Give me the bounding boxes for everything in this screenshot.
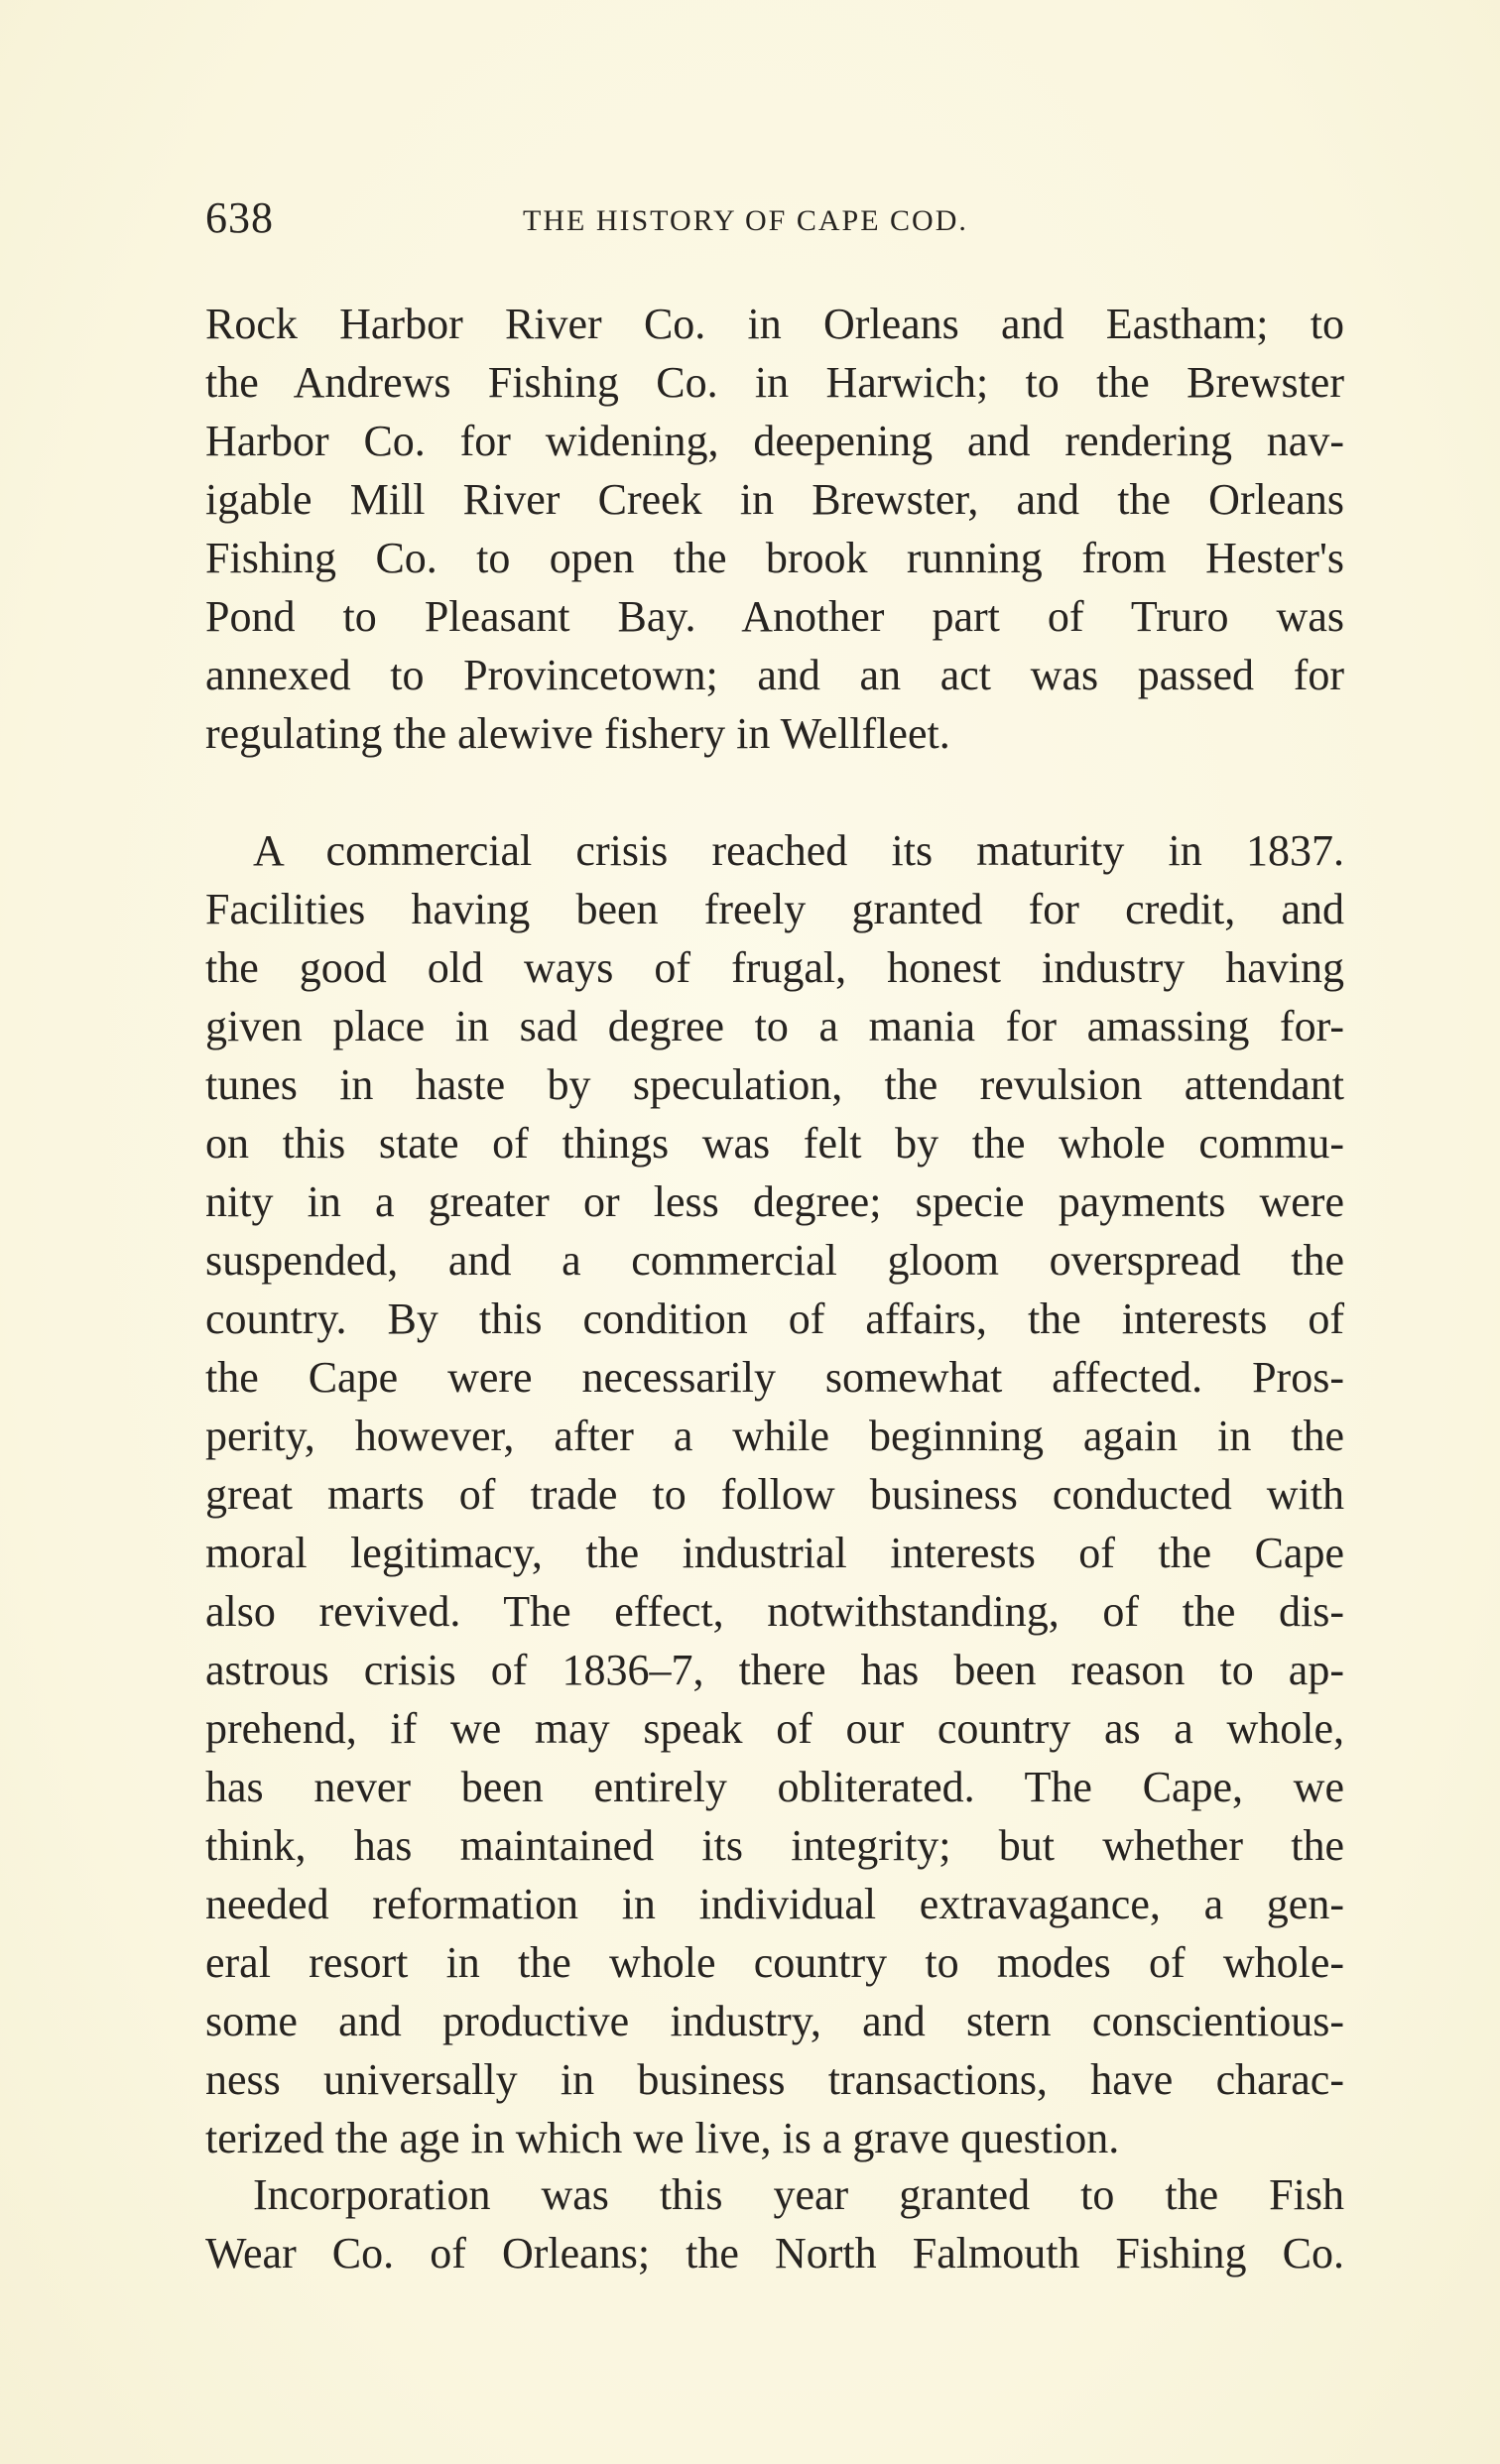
page-number: 638 — [205, 193, 274, 242]
text-line: Harbor Co. for widening, deepening and rendering nav- — [205, 417, 1344, 465]
running-title: THE HISTORY OF CAPE COD. — [523, 204, 968, 237]
text-line: the Andrews Fishing Co. in Harwich; to the Brewster — [205, 358, 1344, 407]
text-line: Rock Harbor River Co. in Orleans and Eastham; to — [205, 300, 1344, 348]
paragraph-1 — [205, 295, 1344, 763]
text-line: has never been entirely obliterated. The Cape, we — [205, 1763, 1344, 1811]
text-line: Incorporation was this year granted to the Fish — [253, 2170, 1344, 2219]
running-head — [205, 190, 1295, 246]
text-line: ness universally in business transactions, have charac- — [205, 2055, 1344, 2104]
text-line: terized the age in which we live, is a grave question. — [205, 2114, 1120, 2162]
text-line: igable Mill River Creek in Brewster, and the Orleans — [205, 475, 1344, 524]
text-line: great marts of trade to follow business conducted with — [205, 1470, 1344, 1519]
text-line: needed reformation in individual extravagance, a gen- — [205, 1880, 1344, 1928]
text-line: A commercial crisis reached its maturity in 1837. — [253, 826, 1344, 875]
text-line: perity, however, after a while beginning again in the — [205, 1412, 1344, 1460]
text-line: country. By this condition of affairs, the interests of — [205, 1294, 1344, 1343]
text-line: think, has maintained its integrity; but whether the — [205, 1821, 1344, 1870]
text-line: suspended, and a commercial gloom overspread the — [205, 1236, 1344, 1285]
paragraph-2 — [205, 821, 1344, 2167]
text-line: prehend, if we may speak of our country as a whole, — [205, 1704, 1344, 1753]
text-line: Pond to Pleasant Bay. Another part of Truro was — [205, 592, 1344, 641]
text-line: tunes in haste by speculation, the revulsion attendant — [205, 1060, 1344, 1109]
text-line: nity in a greater or less degree; specie payments were — [205, 1177, 1344, 1226]
text-line: Facilities having been freely granted for credit, and — [205, 885, 1344, 933]
text-line: annexed to Provincetown; and an act was passed for — [205, 651, 1344, 699]
text-line: astrous crisis of 1836–7, there has been reason to ap- — [205, 1646, 1344, 1694]
text-line: moral legitimacy, the industrial interests of the Cape — [205, 1529, 1344, 1577]
text-line: regulating the alewive fishery in Wellfleet. — [205, 709, 950, 758]
text-line: Wear Co. of Orleans; the North Falmouth Fishing Co. — [205, 2229, 1344, 2278]
text-line: the Cape were necessarily somewhat affected. Pros- — [205, 1353, 1344, 1402]
text-line: also revived. The effect, notwithstanding, of the dis- — [205, 1587, 1344, 1636]
text-line: some and productive industry, and stern conscientious- — [205, 1997, 1344, 2045]
paragraph-3 — [205, 2165, 1344, 2282]
text-line: the good old ways of frugal, honest industry having — [205, 943, 1344, 992]
text-line: Fishing Co. to open the brook running from Hester's — [205, 534, 1344, 582]
text-line: eral resort in the whole country to modes of whole- — [205, 1938, 1344, 1987]
text-line: given place in sad degree to a mania for amassing for- — [205, 1002, 1344, 1050]
text-line: on this state of things was felt by the whole commu- — [205, 1119, 1344, 1168]
